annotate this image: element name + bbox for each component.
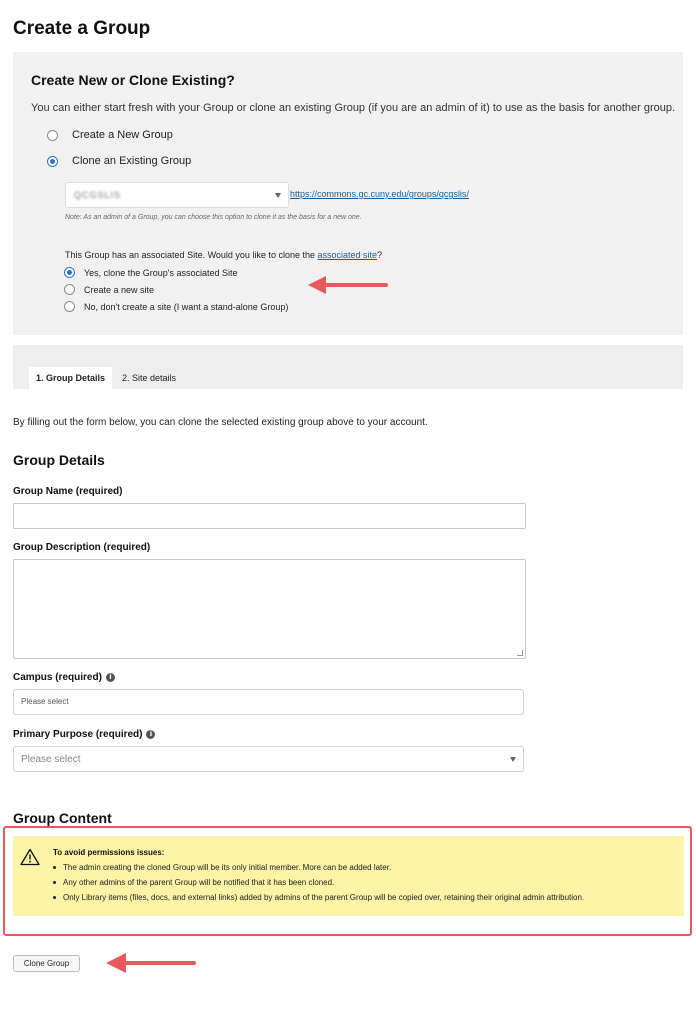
campus-label: Campus (required): [13, 672, 102, 683]
warning-icon: [20, 848, 40, 866]
clone-note: Note: As an admin of a Group, you can choose this option to clone it as the basis for a new one.: [65, 214, 362, 221]
site-question-end: ?: [377, 250, 383, 260]
tab-group-details[interactable]: 1. Group Details: [29, 367, 112, 389]
group-content-title: Group Content: [13, 810, 112, 826]
radio-create-new-site[interactable]: [64, 284, 154, 295]
radio-clone-existing-group-label: Clone an Existing Group: [72, 155, 192, 167]
group-description-textarea[interactable]: [13, 559, 526, 659]
chevron-down-icon: [275, 193, 281, 198]
clone-panel-description: You can either start fresh with your Group or clone an existing Group (if you are an admin of it) to use as the basis for another group.: [31, 102, 676, 114]
form-tabs: [13, 345, 683, 389]
existing-group-select-value: QCGSLIS: [74, 190, 122, 200]
form-intro-text: By filling out the form below, you can clone the selected existing group above to your account.: [13, 417, 428, 428]
chevron-down-icon: [510, 757, 516, 762]
radio-clone-site[interactable]: [64, 267, 237, 278]
page-title: Create a Group: [13, 18, 151, 39]
radio-clone-site-circle[interactable]: [64, 267, 75, 278]
warning-item: Any other admins of the parent Group will be notified that it has been cloned.: [53, 875, 584, 890]
group-description-label: Group Description (required): [13, 542, 151, 553]
primary-purpose-placeholder: Please select: [21, 754, 81, 765]
warning-item: The admin creating the cloned Group will be its only initial member. More can be added later.: [53, 860, 584, 875]
radio-clone-existing-group[interactable]: [47, 155, 191, 167]
warning-item: Only Library items (files, docs, and external links) added by admins of the parent Group will be copied over, retaining their original admin attribution.: [53, 890, 584, 905]
info-icon[interactable]: i: [106, 673, 115, 682]
primary-purpose-select[interactable]: [13, 746, 524, 772]
radio-create-new-site-circle[interactable]: [64, 284, 75, 295]
existing-group-select[interactable]: [65, 182, 289, 208]
radio-create-new-group-label: Create a New Group: [72, 129, 173, 141]
radio-clone-existing-group-circle[interactable]: [47, 156, 58, 167]
radio-no-site-circle[interactable]: [64, 301, 75, 312]
group-url-link[interactable]: https://commons.gc.cuny.edu/groups/qcgslis/: [290, 189, 469, 199]
group-name-label: Group Name (required): [13, 486, 123, 497]
campus-select[interactable]: [13, 689, 524, 715]
tab-site-details[interactable]: 2. Site details: [122, 373, 177, 383]
clone-panel-title: Create New or Clone Existing?: [31, 72, 235, 88]
radio-create-new-site-label: Create a new site: [84, 284, 155, 295]
radio-no-site[interactable]: [64, 301, 288, 312]
clone-group-button[interactable]: Clone Group: [13, 955, 80, 972]
radio-no-site-label: No, don't create a site (I want a stand-alone Group): [84, 301, 289, 312]
site-question-text: This Group has an associated Site. Would you like to clone the: [65, 250, 318, 260]
radio-create-new-group-circle[interactable]: [47, 130, 58, 141]
group-details-title: Group Details: [13, 452, 105, 468]
group-name-input[interactable]: [13, 503, 526, 529]
radio-create-new-group[interactable]: [47, 129, 173, 141]
purpose-label: Primary Purpose (required): [13, 729, 143, 740]
warning-list: [53, 860, 584, 905]
warning-title: To avoid permissions issues:: [53, 848, 165, 857]
purpose-label-row: [13, 729, 155, 740]
resize-grip-icon[interactable]: [517, 650, 523, 656]
annotation-arrow-site-icon: [308, 274, 390, 296]
associated-site-link[interactable]: associated site: [317, 250, 378, 260]
radio-clone-site-label: Yes, clone the Group's associated Site: [84, 267, 238, 278]
campus-label-row: [13, 672, 115, 683]
info-icon[interactable]: i: [146, 730, 155, 739]
annotation-arrow-button-icon: [106, 951, 198, 975]
campus-select-placeholder: Please select: [21, 697, 69, 706]
site-clone-question: [65, 250, 382, 260]
permissions-warning: [13, 836, 684, 916]
